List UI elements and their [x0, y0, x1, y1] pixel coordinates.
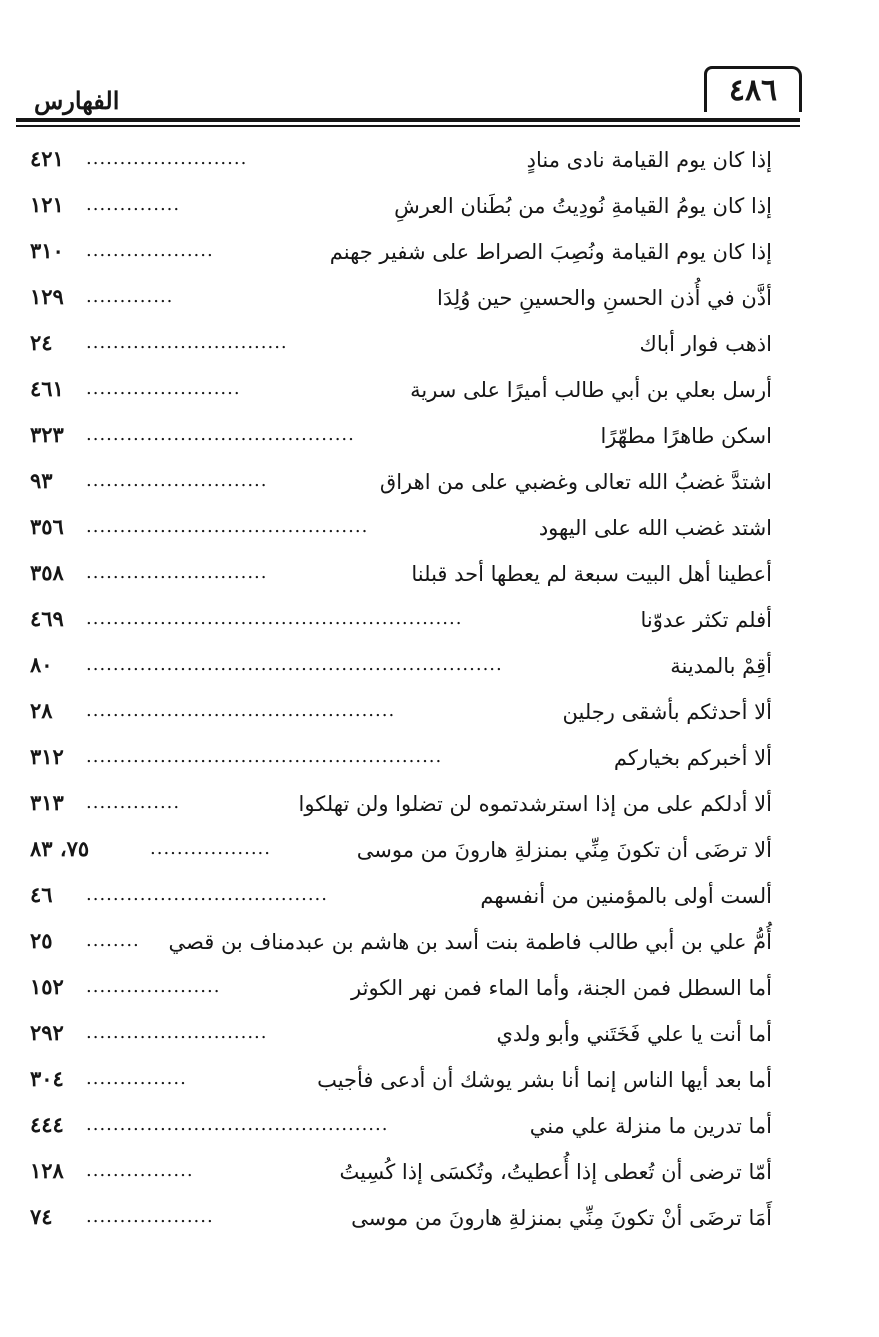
- leader-dots: ...........................: [86, 470, 268, 491]
- entry-text: اشتد غضب الله على اليهود: [538, 516, 772, 540]
- entry-text: أَمَا ترضَى أنْ تكونَ مِنِّي بمنزلةِ هارونَ من موسى: [351, 1206, 772, 1230]
- leader-dots: ....................: [86, 976, 221, 997]
- index-entry: [30, 468, 772, 508]
- index-entry: [30, 1204, 772, 1244]
- entry-page-number: ٤٦٩: [30, 606, 64, 631]
- index-entry: [30, 882, 772, 922]
- index-entry: [30, 698, 772, 738]
- index-entry: [30, 376, 772, 416]
- index-entry: [30, 836, 772, 876]
- leader-dots: ..............: [86, 792, 181, 813]
- entry-page-number: ١٢٨: [30, 1158, 64, 1183]
- entry-page-number: ٣٠٤: [30, 1066, 64, 1091]
- index-entry: [30, 928, 772, 968]
- leader-dots: ...................: [86, 1206, 214, 1227]
- entry-page-number: ٣١٣: [30, 790, 64, 815]
- leader-dots: ........................................................: [86, 608, 463, 629]
- entry-page-number: ٤٤٤: [30, 1112, 64, 1137]
- entry-page-number: ٤٦: [30, 882, 53, 907]
- entry-text: إذا كان يوم القيامة ونُصِبَ الصراط على شفير جهنم: [329, 240, 772, 264]
- index-entry: [30, 1066, 772, 1106]
- entry-page-number: ٢٨: [30, 698, 53, 723]
- entry-page-number: ٩٣: [30, 468, 53, 493]
- index-entry: [30, 514, 772, 554]
- index-entry: [30, 1112, 772, 1152]
- leader-dots: ..............................................: [86, 700, 396, 721]
- entry-text: أرسل بعلي بن أبي طالب أميرًا على سرية: [410, 378, 772, 402]
- leader-dots: .......................: [86, 378, 241, 399]
- entry-text: أقِمْ بالمدينة: [670, 654, 772, 678]
- index-entry: [30, 238, 772, 278]
- leader-dots: .............: [86, 286, 174, 307]
- leader-dots: ..........................................: [86, 516, 369, 537]
- entry-text: أما أنت يا علي فَخَتَني وأبو ولدي: [496, 1022, 772, 1046]
- entry-page-number: ٣٥٨: [30, 560, 64, 585]
- leader-dots: ...........................: [86, 1022, 268, 1043]
- index-entry: [30, 146, 772, 186]
- leader-dots: ....................................: [86, 884, 328, 905]
- entry-text: ألا أدلكم على من إذا استرشدتموه لن تضلوا ولن تهلكوا: [298, 792, 772, 816]
- entry-text: إذا كان يومُ القيامةِ نُودِيتُ من بُطَنان العرشِ: [394, 194, 772, 218]
- leader-dots: ................: [86, 1160, 194, 1181]
- leader-dots: ...........................: [86, 562, 268, 583]
- index-entry: [30, 422, 772, 462]
- entry-text: اسكن طاهرًا مطهّرًا: [600, 424, 772, 448]
- page-number: ٤٨٦: [704, 66, 802, 112]
- entry-page-number: ٣٥٦: [30, 514, 64, 539]
- entry-page-number: ٤٦١: [30, 376, 64, 401]
- entry-page-number: ٢٤: [30, 330, 53, 355]
- section-title: الفهارس: [34, 86, 120, 115]
- entry-page-number: ٧٥، ٨٣: [30, 836, 90, 861]
- index-entry: [30, 1020, 772, 1060]
- entry-page-number: ٣١٢: [30, 744, 64, 769]
- entry-text: ألست أولى بالمؤمنين من أنفسهم: [480, 884, 772, 908]
- entry-page-number: ١٢٩: [30, 284, 64, 309]
- index-entry: [30, 652, 772, 692]
- entry-text: أما تدرين ما منزلة علي مني: [529, 1114, 772, 1138]
- entry-text: أذَّن في أُذن الحسنِ والحسينِ حين وُلِدَا: [436, 286, 772, 310]
- index-entry: [30, 974, 772, 1014]
- leader-dots: ...................: [86, 240, 214, 261]
- entry-text: ألا أخبركم بخياركم: [613, 746, 772, 770]
- index-entry: [30, 330, 772, 370]
- leader-dots: ..................: [150, 838, 271, 859]
- index-entry: [30, 790, 772, 830]
- entry-text: اذهب فوار أباك: [639, 332, 772, 356]
- leader-dots: ........................................: [86, 424, 355, 445]
- index-entry: [30, 1158, 772, 1198]
- entry-text: أفلم تكثر عدوّنا: [640, 608, 772, 632]
- entry-text: أُمُّ علي بن أبي طالب فاطمة بنت أسد بن هاشم بن عبدمناف بن قصي: [168, 930, 772, 954]
- entry-text: أما السطل فمن الجنة، وأما الماء فمن نهر الكوثر: [351, 976, 772, 1000]
- entry-page-number: ٤٢١: [30, 146, 64, 171]
- index-entry: [30, 192, 772, 232]
- entry-text: إذا كان يوم القيامة نادى منادٍ: [526, 148, 772, 172]
- entry-text: أما بعد أيها الناس إنما أنا بشر يوشك أن أدعى فأجيب: [317, 1068, 772, 1092]
- entry-page-number: ٣١٠: [30, 238, 64, 263]
- entry-page-number: ٣٢٣: [30, 422, 64, 447]
- entry-page-number: ١٢١: [30, 192, 64, 217]
- entry-page-number: ٢٩٢: [30, 1020, 64, 1045]
- leader-dots: ..............: [86, 194, 181, 215]
- index-entry: [30, 284, 772, 324]
- leader-dots: ..............................: [86, 332, 288, 353]
- index-entry: [30, 744, 772, 784]
- leader-dots: ........: [86, 930, 140, 951]
- entry-page-number: ١٥٢: [30, 974, 64, 999]
- leader-dots: .............................................: [86, 1114, 389, 1135]
- entry-page-number: ٨٠: [30, 652, 53, 677]
- leader-dots: .....................................................: [86, 746, 443, 767]
- entry-text: ألا أحدثكم بأشقى رجلين: [562, 700, 772, 724]
- entry-text: أمّا ترضى أن تُعطى إذا أُعطيتُ، وتُكسَى إذا كُسِيتُ: [339, 1160, 772, 1184]
- entry-page-number: ٧٤: [30, 1204, 53, 1229]
- leader-dots: ...............: [86, 1068, 187, 1089]
- index-entry: [30, 606, 772, 646]
- index-entry: [30, 560, 772, 600]
- entry-text: اشتدَّ غضبُ الله تعالى وغضبي على من اهراق: [379, 470, 772, 494]
- entry-text: ألا ترضَى أن تكونَ مِنِّي بمنزلةِ هارونَ من موسى: [356, 838, 772, 862]
- leader-dots: ........................: [86, 148, 248, 169]
- entry-page-number: ٢٥: [30, 928, 53, 953]
- entry-text: أعطينا أهل البيت سبعة لم يعطها أحد قبلنا: [411, 562, 772, 586]
- leader-dots: ..............................................................: [86, 654, 503, 675]
